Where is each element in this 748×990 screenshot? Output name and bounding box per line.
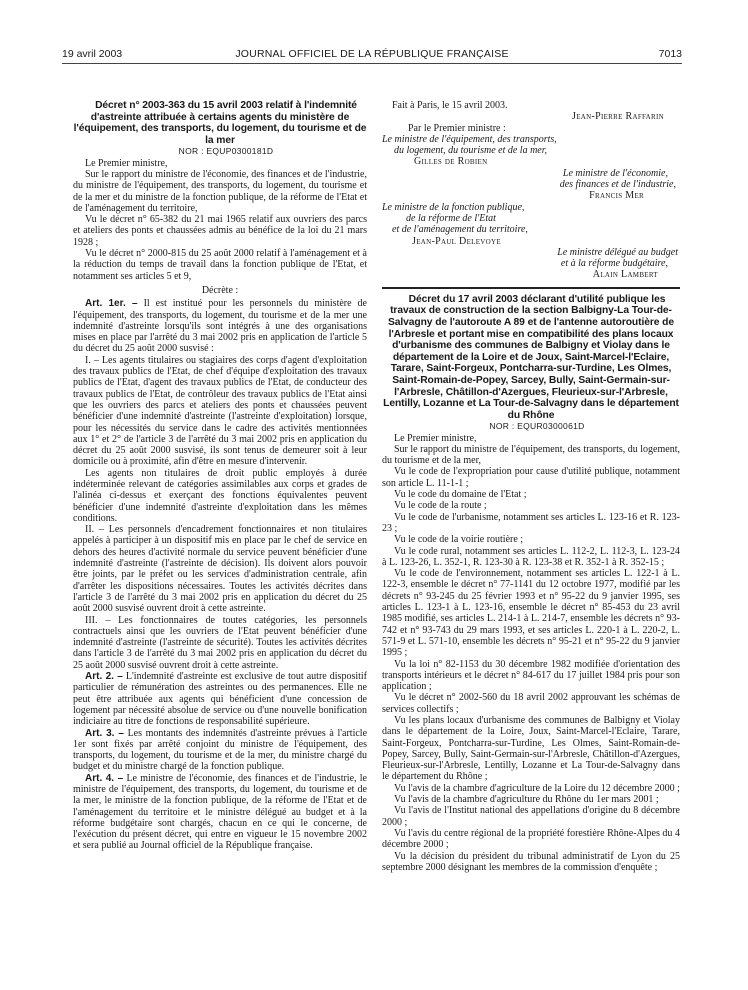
article-1-section-i-para2: Les agents non titulaires de droit public employés à durée indéterminée relevant de catégories assimilables aux corps et grades de l'alinéa ci-dessus et exerçant des fonctions équivalentes peuvent bénéficier d'une indemnité d'astreinte d'exploitation dans les mêmes conditions.: [73, 467, 367, 524]
decree1-signatures: [382, 100, 680, 281]
signature-min-fp-line1: Le ministre de la fonction publique,: [382, 201, 525, 213]
signature-min-eco-name: Francis Mer: [589, 190, 644, 202]
article-4: [73, 773, 367, 852]
article-4-text: Le ministre de l'économie, des finances et de l'industrie, le ministre de l'équipement, des transports, du logement, du tourisme et de la mer, le ministre de la fonction publique, de la réforme de l'Etat et de l'aménagement du territoire et le ministre délégué au budget et à la réforme budgétaire sont chargés, chacun en ce qui le concerne, de l'exécution du présent décret, qui entre en vigueur le 15 novembre 2002 et sera publié au Journal officiel de la République française.: [73, 772, 367, 852]
issue-date: 19 avril 2003: [62, 48, 123, 60]
decree2-para-13: Vu l'avis de la chambre d'agriculture du Rhône du 1er mars 2001 ;: [394, 794, 659, 806]
article-2: [73, 671, 367, 727]
signature-min-bud-name: Alain Lambert: [592, 269, 658, 281]
right-column: [382, 100, 680, 873]
decree2-para-9: Vu la loi n° 82-1153 du 30 décembre 1982 modifiée d'orientation des transports intérieurs et le décret n° 84-617 du 17 juillet 1984 pris pour son application ;: [382, 658, 680, 693]
article-1-label: Art. 1er. –: [85, 298, 138, 310]
article-4-label: Art. 4. –: [85, 772, 124, 784]
decree1-decrete: Décrète :: [201, 284, 239, 296]
signature-min-equip-line2: du logement, du tourisme et de la mer,: [394, 145, 548, 157]
signature-by-pm: Par le Premier ministre :: [408, 122, 506, 134]
signature-min-eco-line1: Le ministre de l'économie,: [562, 167, 668, 179]
decree-separator: [382, 287, 680, 289]
decree2-para-15: Vu l'avis du centre régional de la propriété forestière Rhône-Alpes du 4 décembre 2000 ;: [382, 827, 680, 851]
signature-min-fp-name: Jean-Paul Delevoye: [412, 235, 501, 247]
decree2-para-12: Vu l'avis de la chambre d'agriculture de la Loire du 12 décembre 2000 ;: [394, 782, 680, 794]
signature-min-equip-line1: Le ministre de l'équipement, des transports,: [382, 133, 557, 145]
left-column: [73, 100, 367, 852]
running-header: [62, 48, 682, 64]
article-1: [73, 298, 367, 354]
decree2-para-7: Vu le code rural, notamment ses articles L. 112-2, L. 112-3, L. 123-24 à L. 123-26, L. 352-1, R. 123-30 à R. 123-38 et R. 352-1 à R. 352-15 ;: [382, 545, 680, 568]
article-3-text: Les montants des indemnités d'astreinte prévues à l'article 1er sont fixés par arrêté conjoint du ministre de l'équipement, des transports, du logement, du tourisme et de la mer, du ministre chargé du budget et du ministre chargé de la fonction publique.: [73, 727, 368, 773]
article-1-text: Il est institué pour les personnels du ministère de l'équipement, des transports, du logement, du tourisme et de la mer une indemnité d'astreinte lorsqu'ils sont intégrés à une des organisations mises en place par l'arrêté du 3 mai 2002 pris en application de l'article 5 du décret du 25 août 2000 susvisé :: [73, 298, 367, 355]
decree1-intro-2: Vu le décret n° 65-382 du 21 mai 1965 relatif aux ouvriers des parcs et ateliers des ponts et chaussées admis au bénéfice de la loi du 21 mars 1928 ;: [73, 214, 367, 248]
journal-title: JOURNAL OFFICIEL DE LA RÉPUBLIQUE FRANÇAISE: [235, 48, 509, 60]
decree2-para-8: Vu le code de l'environnement, notamment ses articles L. 122-1 à L. 122-3, ensemble le décret n° 77-1141 du 12 octobre 1977, modifié par les décrets n° 93-245 du 25 février 1993 et n° 95-22 du 9 janvier 1995, ses articles L. 123-1 à L. 123-16, ensemble le décret n° 85-453 du 23 avril 1985 modifié, ses articles L. 214-1 à L. 214-7, ensemble les décrets n° 93-742 et n° 93-743 du 29 mars 1993, et ses articles L. 220-1 à L. 220-2, L. 571-9 et L. 571-10, ensemble les décrets n° 95-21 et n° 95-22 du 9 janvier 1995 ;: [382, 568, 680, 659]
header-rule: [62, 63, 682, 64]
decree2-para-0: Le Premier ministre,: [394, 432, 477, 444]
decree2-para-10: Vu le décret n° 2002-560 du 18 avril 2002 approuvant les schémas de services collectifs ;: [382, 692, 680, 715]
page-number: 7013: [658, 48, 682, 60]
signature-min-fp-line3: et de l'aménagement du territoire,: [392, 224, 528, 236]
decree1-intro-3: Vu le décret n° 2000-815 du 25 août 2000 relatif à l'aménagement et à la réduction du temps de travail dans la fonction publique de l'Etat, et notamment ses articles 5 et 9,: [73, 248, 367, 282]
signature-min-bud-line2: et à la réforme budgétaire,: [560, 258, 668, 270]
decree2-para-6: Vu le code de la voirie routière ;: [394, 534, 524, 546]
article-2-label: Art. 2. –: [85, 671, 123, 683]
decree2-para-1: Sur le rapport du ministre de l'équipement, des transports, du logement, du tourisme et de la mer,: [382, 443, 680, 467]
article-2-text: L'indemnité d'astreinte est exclusive de tout autre dispositif particulier de rémunération des astreintes ou des permanences. Elle ne peut être attribuée aux agents qui bénéficient d'une concession de logement par nécessité absolue de service ou d'une nouvelle bonification indiciaire au titre de fonctions de responsabilité supérieure.: [73, 671, 368, 728]
signature-min-bud-line1: Le ministre délégué au budget: [557, 246, 678, 258]
decree2-nor: NOR : EQUR0300061D: [489, 421, 585, 432]
signature-pm-name: Jean-Pierre Raffarin: [572, 111, 664, 123]
article-1-section-ii: II. – Les personnels d'encadrement fonctionnaires et non titulaires appelés à participer à un dispositif mis en place par le chef de service en dehors des heures d'activité normale du service peuvent bénéficier d'une indemnité d'astreinte (l'astreinte de décision). Ils doivent alors pouvoir être joints, par le préfet ou les services d'administration centrale, afin d'arrêter les dispositions nécessaires. Toutes les activités décrites dans l'article 3 de l'arrêté du 3 mai 2002 pris en application du décret du 25 août 2000 susvisé ouvrent droit à cette astreinte.: [73, 524, 367, 615]
article-1-section-iii: III. – Les fonctionnaires de toutes catégories, les personnels contractuels ainsi que les ouvriers de l'Etat peuvent bénéficier d'une indemnité d'astreinte (l'astreinte de sécurité). Toutes les activités décrites dans l'article 3 de l'arrêté du 3 mai 2002 pris en application du décret du 25 août 2000 susvisé ouvrent droit à cette astreinte.: [73, 614, 367, 671]
article-3: [73, 728, 367, 773]
article-3-label: Art. 3. –: [85, 727, 124, 739]
decree1-nor: NOR : EQUP0300181D: [178, 146, 274, 157]
signature-min-eco-line2: des finances et de l'industrie,: [559, 179, 676, 191]
decree2-title: Décret du 17 avril 2003 déclarant d'utilité publique les travaux de construction de la section Balbigny-La Tour-de-Salvagny de l'autoroute A 89 et de l'antenne autoroutière de l'Arbresle et portant mise en compatibilité des plans locaux d'urbanisme des communes de Balbigny et Violay dans le département de la Loire et de Joux, Saint-Marcel-l'Eclaire, Tarare, Saint-Forgeux, Pontcharra-sur-Turdine, Les Olmes, Saint-Romain-de-Popey, Sarcey, Bully, Saint-Germain-sur-l'Arbresle, Châtillon-d'Azergues, Fleurieux-sur-l'Arbresle, Lentilly, Lozanne et La Tour-de-Salvagny dans le département du Rhône: [383, 293, 679, 421]
decree2-para-11: Vu les plans locaux d'urbanisme des communes de Balbigny et Violay dans le département de la Loire, Joux, Saint-Marcel-l'Eclaire, Tarare, Saint-Forgeux, Pontcharra-sur-Turdine, Les Olmes, Saint-Romain-de-Popey, Sarcey, Bully, Saint-Germain-sur-l'Arbresle, Châtillon-d'Azergues, Fleurieux-sur-l'Arbresle, Lentilly, Lozanne et La Tour-de-Salvagny dans le département du Rhône ;: [382, 715, 680, 783]
decree2-para-5: Vu le code de l'urbanisme, notamment ses articles L. 123-16 et R. 123-23 ;: [382, 511, 680, 534]
article-1-section-i: I. – Les agents titulaires ou stagiaires des corps d'agent d'exploitation des travaux publics de l'Etat, de chef d'équipe d'exploitation des travaux publics de l'Etat, d'agent des travaux publics de l'Etat, de conducteur des travaux publics de l'Etat, de contrôleur des travaux publics de l'Etat ainsi que les ouvriers des parcs et ateliers des ponts et chaussées peuvent bénéficier d'une indemnité d'astreinte (l'astreinte d'exploitation) lorsque, pour les nécessités du service dans le cadre des activités mentionnées aux 1° et 2° de l'article 3 de l'arrêté du 3 mai 2002 pris en application du décret du 25 août 2000 susvisé, ils sont tenus de demeurer soit à leur domicile ou à proximité, afin d'être en mesure d'intervenir.: [73, 354, 367, 468]
decree2-para-14: Vu l'avis de l'Institut national des appellations d'origine du 8 décembre 2000 ;: [382, 805, 680, 828]
decree2-para-3: Vu le code du domaine de l'Etat ;: [394, 489, 527, 501]
decree2-para-4: Vu le code de la route ;: [394, 500, 487, 512]
decree2-para-16: Vu la décision du président du tribunal administratif de Lyon du 25 septembre 2000 désignant les membres de la commission d'enquête ;: [382, 850, 680, 873]
decree1-title: Décret n° 2003-363 du 15 avril 2003 relatif à l'indemnité d'astreinte attribuée à certains agents du ministère de l'équipement, des transports, du logement, du tourisme et de la mer: [73, 100, 367, 146]
signature-place-date: Fait à Paris, le 15 avril 2003.: [392, 100, 508, 111]
signature-min-equip-name: Gilles de Robien: [414, 156, 488, 168]
decree1-intro-0: Le Premier ministre,: [85, 157, 168, 169]
signature-min-fp-line2: de la réforme de l'Etat: [406, 212, 496, 224]
decree2-para-2: Vu le code de l'expropriation pour cause d'utilité publique, notamment son article L. 11-1-1 ;: [382, 466, 680, 489]
decree1-intro-1: Sur le rapport du ministre de l'économie, des finances et de l'industrie, du ministre de l'équipement, des transports, du logement, du tourisme et de la mer et du ministre de la fonction publique, de la réforme de l'Etat et de l'aménagement du territoire,: [73, 168, 367, 214]
